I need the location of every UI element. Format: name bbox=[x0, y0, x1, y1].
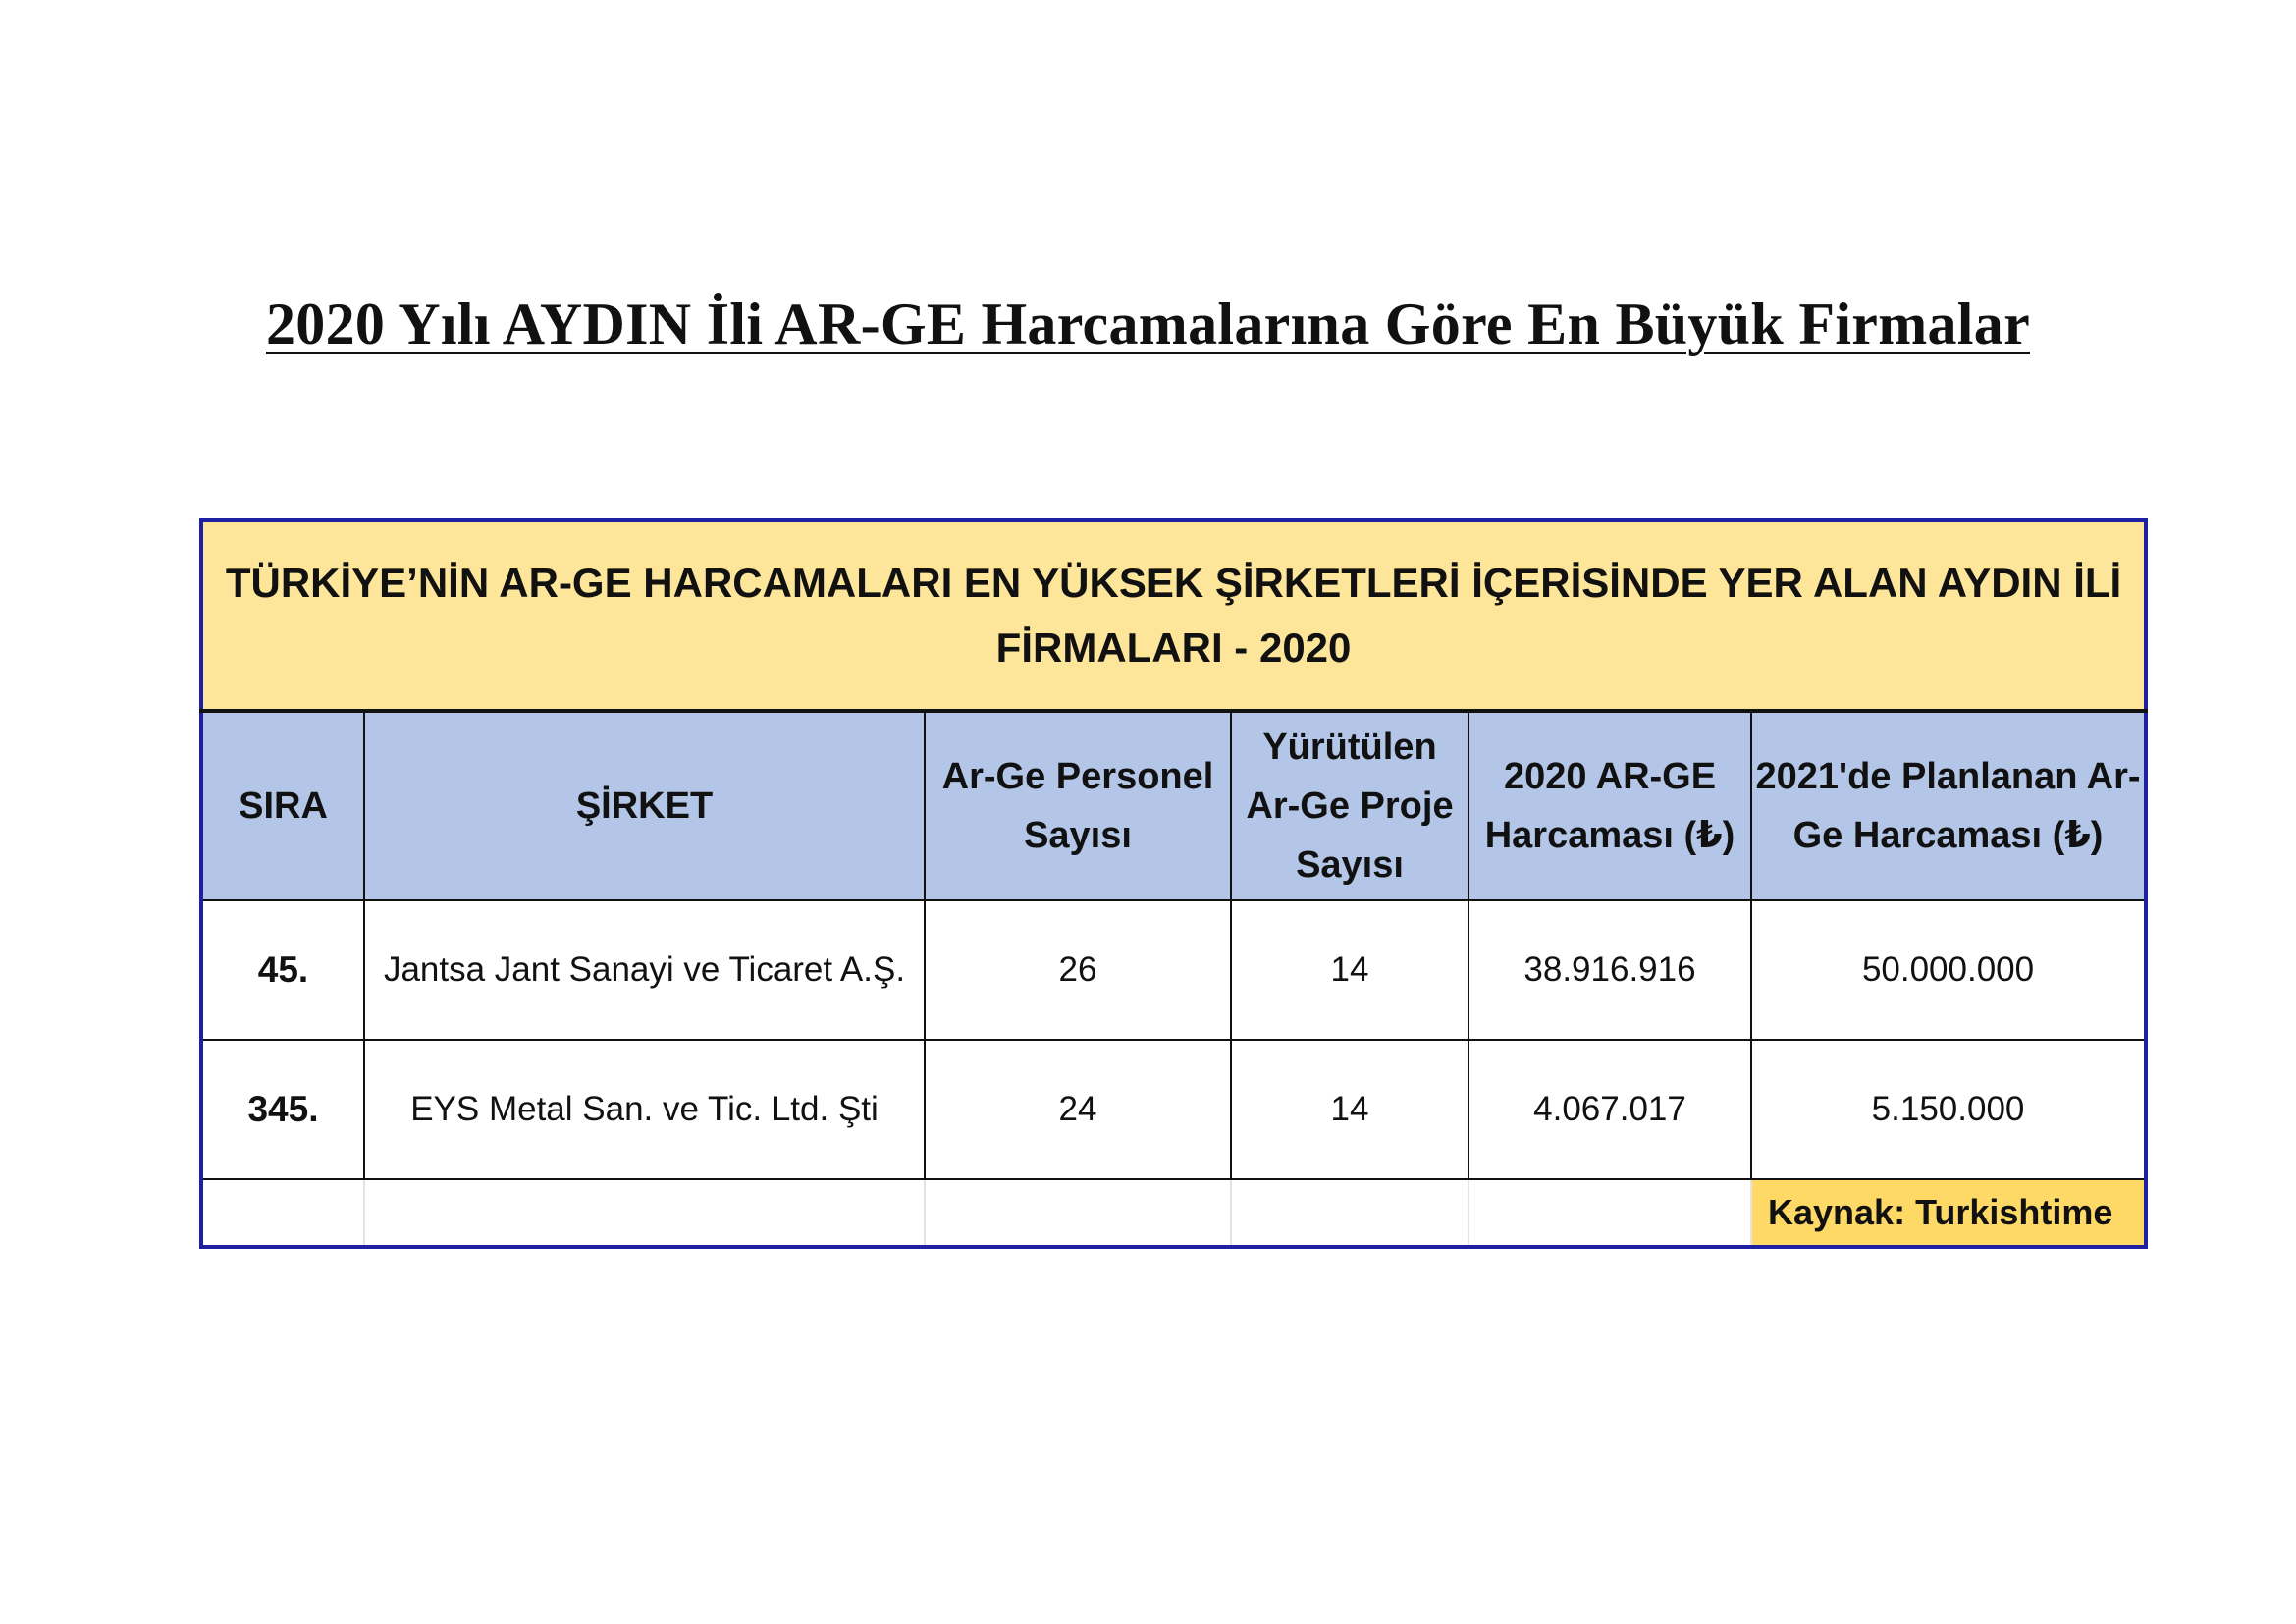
row-company: Jantsa Jant Sanayi ve Ticaret A.Ş. bbox=[364, 900, 925, 1040]
source-note: Kaynak: Turkishtime bbox=[1751, 1179, 2146, 1247]
empty-cell bbox=[201, 1179, 364, 1247]
row-projects: 14 bbox=[1231, 900, 1468, 1040]
empty-cell bbox=[925, 1179, 1231, 1247]
row-spend-2020: 38.916.916 bbox=[1468, 900, 1751, 1040]
row-company: EYS Metal San. ve Tic. Ltd. Şti bbox=[364, 1040, 925, 1179]
header-projects: Yürütülen Ar-Ge Proje Sayısı bbox=[1231, 711, 1468, 900]
row-personnel: 26 bbox=[925, 900, 1231, 1040]
header-company: ŞİRKET bbox=[364, 711, 925, 900]
row-rank: 45. bbox=[201, 900, 364, 1040]
empty-cell bbox=[1231, 1179, 1468, 1247]
header-spend-2020: 2020 AR-GE Harcaması (₺) bbox=[1468, 711, 1751, 900]
document-title: 2020 Yılı AYDIN İli AR-GE Harcamalarına Göre En Büyük Firmalar bbox=[265, 292, 2031, 356]
row-personnel: 24 bbox=[925, 1040, 1231, 1179]
header-planned-2021: 2021'de Planlanan Ar-Ge Harcaması (₺) bbox=[1751, 711, 2146, 900]
table-banner-text: TÜRKİYE’NİN AR-GE HARCAMALARI EN YÜKSEK ŞİRKETLERİ İÇERİSİNDE YER ALAN AYDIN İLİ FİRMALARI - 2020 bbox=[225, 560, 2122, 671]
row-projects: 14 bbox=[1231, 1040, 1468, 1179]
row-planned-2021: 50.000.000 bbox=[1751, 900, 2146, 1040]
table-row bbox=[201, 1040, 2146, 1179]
row-spend-2020: 4.067.017 bbox=[1468, 1040, 1751, 1179]
header-row bbox=[201, 711, 2146, 900]
banner-row bbox=[201, 520, 2146, 711]
header-rank: SIRA bbox=[201, 711, 364, 900]
table-row bbox=[201, 900, 2146, 1040]
row-planned-2021: 5.150.000 bbox=[1751, 1040, 2146, 1179]
rd-companies-table bbox=[199, 518, 2148, 1249]
source-row bbox=[201, 1179, 2146, 1247]
empty-cell bbox=[364, 1179, 925, 1247]
empty-cell bbox=[1468, 1179, 1751, 1247]
table-banner bbox=[201, 520, 2146, 711]
row-rank: 345. bbox=[201, 1040, 364, 1179]
header-personnel: Ar-Ge Personel Sayısı bbox=[925, 711, 1231, 900]
